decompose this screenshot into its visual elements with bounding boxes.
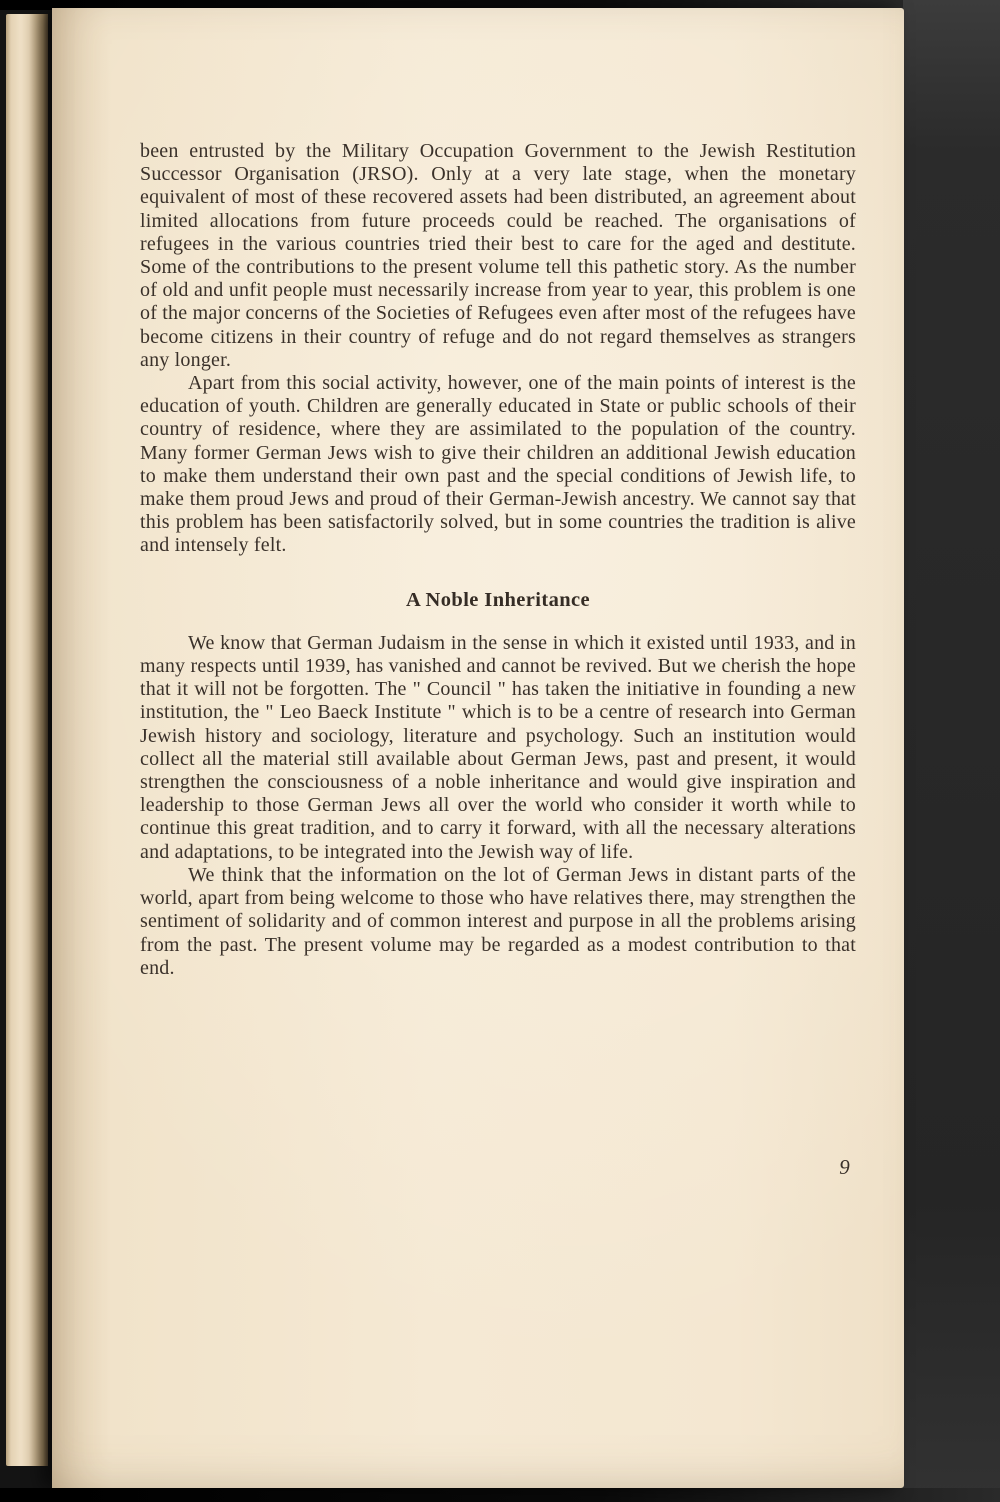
scan-background-right xyxy=(903,0,1000,1502)
paragraph-inheritance: We know that German Judaism in the sense in which it existed until 1933, and in many respects until 1939, has vanished and cannot be revived. But we cherish the hope that it will not be forgotten. The " Council " has taken the initiative in founding a new institution, the " Leo Baeck Institute " which is to be a centre of research into German Jewish history and sociology, literature and psychology. Such an institution would collect all the material still available about German Jews, past and present, it would strengthen the consciousness of a noble inheritance and would give inspiration and leadership to those German Jews all over the world who consider it worth while to continue this great tradition, and to carry it forward, with all the necessary alterations and adaptations, to be integrated into the Jewish way of life. xyxy=(140,631,856,863)
page-number: 9 xyxy=(839,1154,850,1179)
section-heading: A Noble Inheritance xyxy=(405,588,591,611)
page-text-block xyxy=(140,140,856,1179)
book-page xyxy=(52,8,904,1488)
paragraph-continuation: been entrusted by the Military Occupation Government to the Jewish Restitution Successor Organisation (JRSO). Only at a very late stage, when the monetary equivalent of most of these recovered assets had been distributed, an agreement about limited allocations from future proceeds could be reached. The organisations of refugees in the various countries tried their best to care for the aged and destitute. Some of the contributions to the present volume tell this pathetic story. As the number of old and unfit people must necessarily increase from year to year, this problem is one of the major concerns of the Societies of Refugees even after most of the refugees have become citizens in their country of refuge and do not regard themselves as strangers any longer. xyxy=(140,140,856,371)
book-binding-page-edges xyxy=(6,14,48,1466)
paragraph-education: Apart from this social activity, however, one of the main points of interest is the education of youth. Children are generally educated in State or public schools of their country of residence, where they are assimilated to the population of the country. Many former German Jews wish to give their children an additional Jewish education to make them understand their own past and the special conditions of Jewish life, to make them proud Jews and proud of their German-Jewish ancestry. We cannot say that this problem has been satisfactorily solved, but in some countries the tradition is alive and intensely felt. xyxy=(140,372,856,557)
paragraph-conclusion: We think that the information on the lot of German Jews in distant parts of the world, apart from being welcome to those who have relatives there, may strengthen the sentiment of solidarity and of common interest and purpose in all the problems arising from the past. The present volume may be regarded as a modest contribution to that end. xyxy=(140,863,856,979)
scan-background-bottom xyxy=(0,1488,1000,1502)
